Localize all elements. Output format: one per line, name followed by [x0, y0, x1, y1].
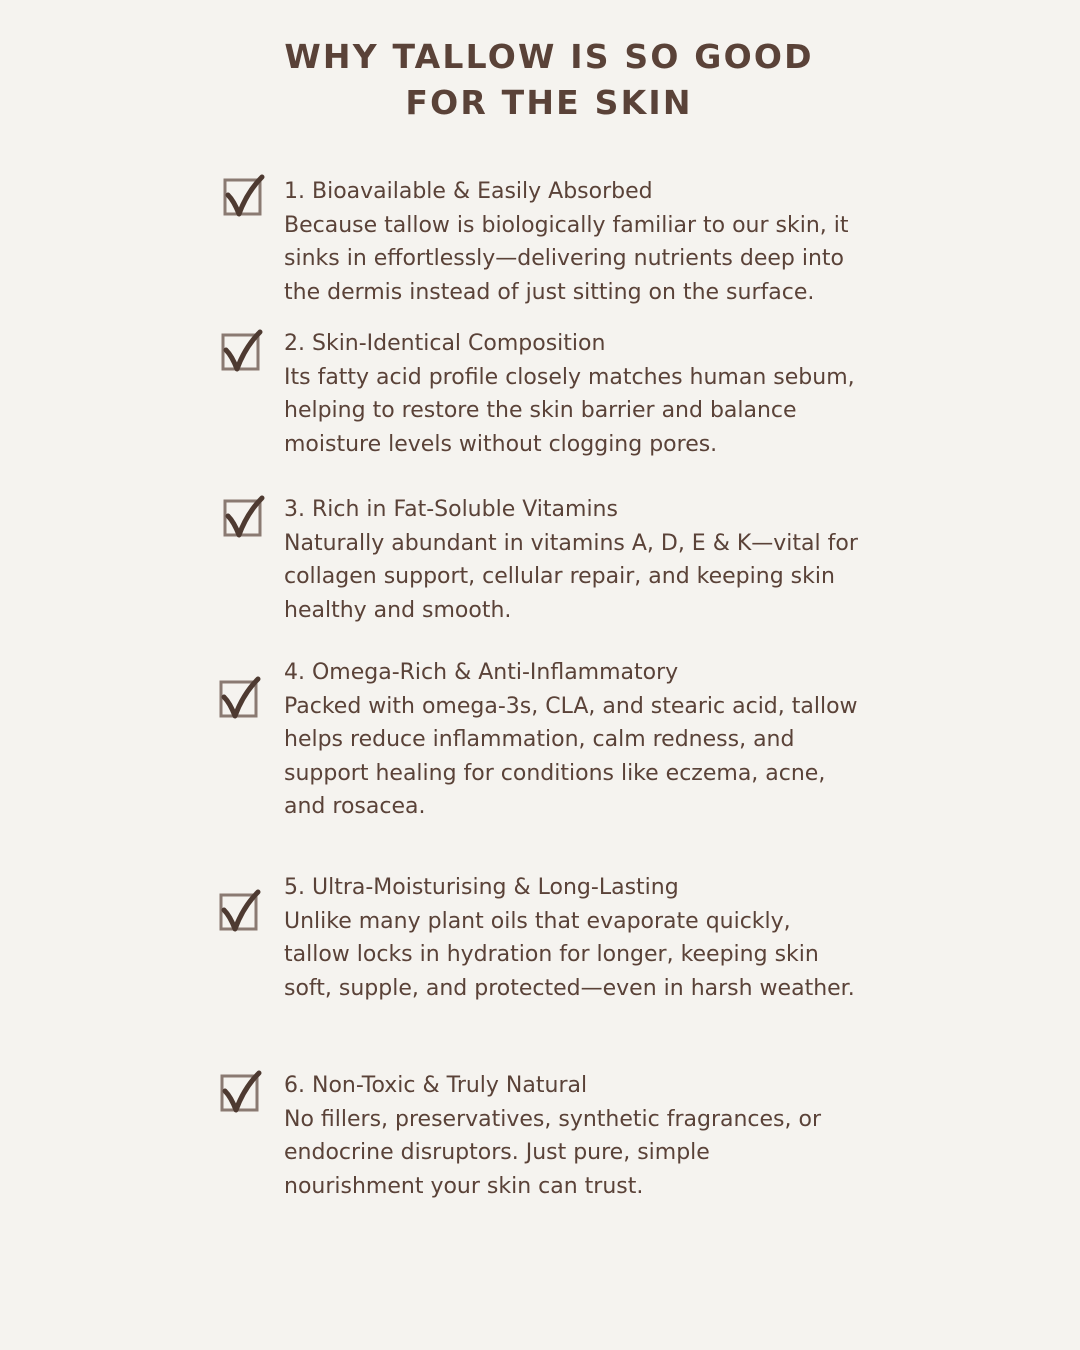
checked-box-icon	[222, 174, 266, 220]
benefit-description: Naturally abundant in vitamins A, D, E & K—vital for collagen support, cellular repair, and keeping skin healthy and smooth.	[284, 530, 858, 623]
checked-box-icon	[218, 889, 262, 935]
benefit-description: No fillers, preservatives, synthetic fragrances, or endocrine disruptors. Just pure, simple nourishment your skin can trust.	[284, 1106, 822, 1199]
checked-box-icon	[220, 329, 264, 375]
benefit-heading: 3. Rich in Fat-Soluble Vitamins	[284, 497, 618, 522]
benefit-heading: 2. Skin-Identical Composition	[284, 331, 606, 356]
benefit-heading: 5. Ultra-Moisturising & Long-Lasting	[284, 875, 679, 900]
checked-box-icon	[218, 676, 262, 722]
title-line-2: FOR THE SKIN	[405, 83, 693, 122]
benefit-item-1	[284, 175, 944, 309]
page-title	[0, 34, 1080, 126]
benefit-heading: 6. Non-Toxic & Truly Natural	[284, 1073, 588, 1098]
benefit-description: Its fatty acid profile closely matches human sebum, helping to restore the skin barrier and balance moisture levels without clogging pores.	[284, 364, 855, 457]
title-line-1: WHY TALLOW IS SO GOOD	[284, 37, 814, 76]
benefit-description: Packed with omega-3s, CLA, and stearic acid, tallow helps reduce inflammation, calm redness, and support healing for conditions like eczema, acne, and rosacea.	[284, 693, 858, 820]
benefit-item-5	[284, 871, 944, 1005]
benefit-heading: 4. Omega-Rich & Anti-Inflammatory	[284, 660, 679, 685]
benefit-description: Unlike many plant oils that evaporate quickly, tallow locks in hydration for longer, keeping skin soft, supple, and protected—even in harsh weather.	[284, 908, 855, 1001]
benefit-item-3	[284, 493, 944, 627]
benefit-item-2	[284, 327, 944, 461]
checked-box-icon	[222, 495, 266, 541]
benefit-item-4	[284, 656, 944, 824]
benefit-heading: 1. Bioavailable & Easily Absorbed	[284, 179, 653, 204]
benefit-description: Because tallow is biologically familiar to our skin, it sinks in effortlessly—delivering nutrients deep into the dermis instead of just sitting on the surface.	[284, 212, 849, 305]
checked-box-icon	[219, 1070, 263, 1116]
benefit-item-6	[284, 1069, 944, 1203]
